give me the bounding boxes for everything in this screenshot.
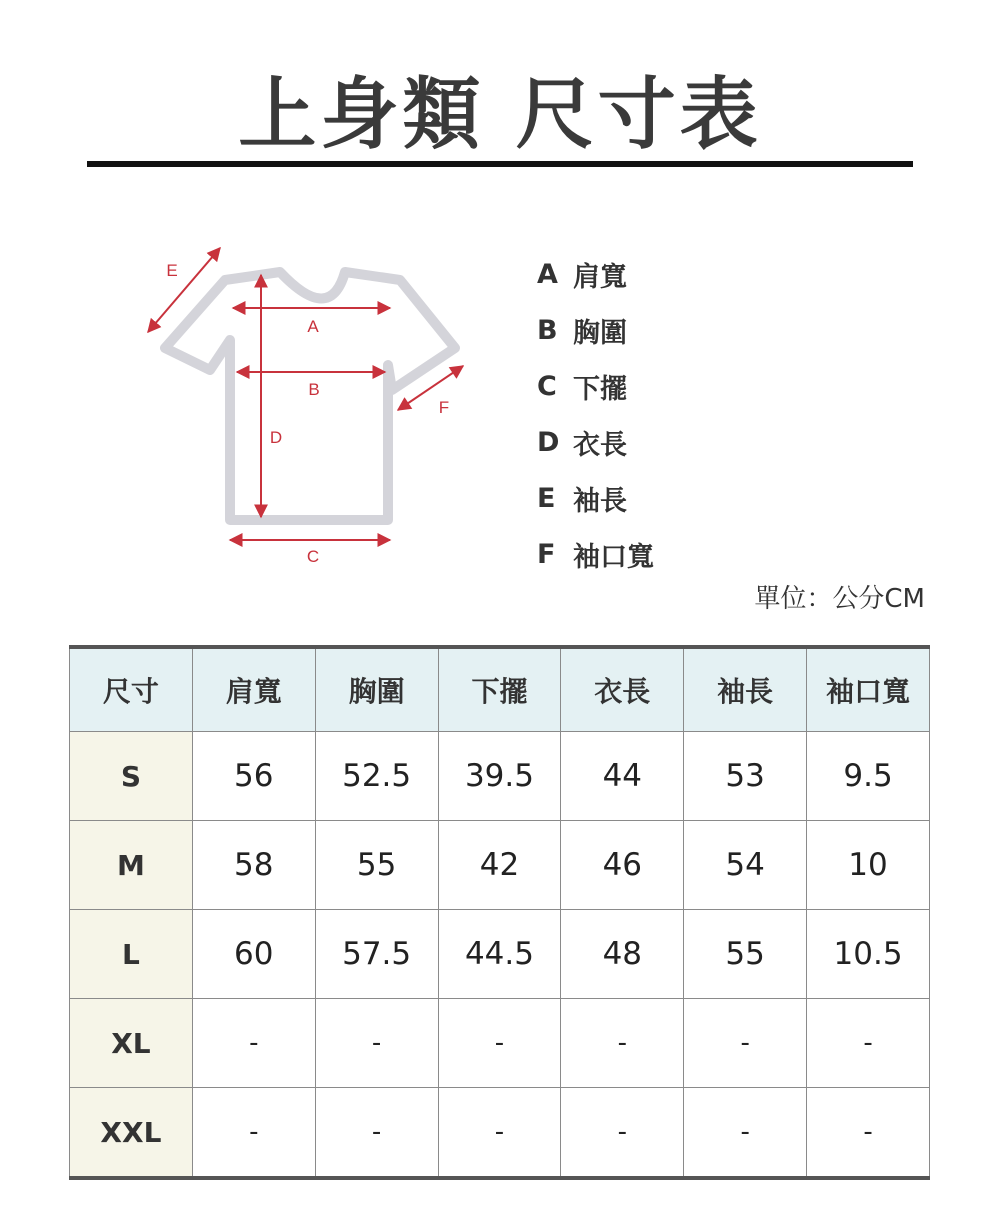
legend-label: 肩寬	[573, 261, 627, 293]
label-e: E	[166, 261, 178, 280]
size-cell: XXL	[70, 1088, 193, 1179]
measurement-legend	[537, 246, 654, 582]
table-cell: -	[192, 1088, 315, 1179]
table-cell: 56	[192, 732, 315, 821]
label-d: D	[269, 428, 283, 447]
legend-letter: B	[537, 314, 558, 346]
table-cell: 39.5	[438, 732, 561, 821]
table-cell: 42	[438, 821, 561, 910]
legend-label: 胸圍	[573, 317, 627, 349]
legend-letter: D	[537, 426, 560, 458]
table-header-row	[70, 647, 930, 732]
legend-label: 袖長	[573, 485, 627, 517]
table-cell: 55	[315, 821, 438, 910]
size-table	[69, 645, 930, 1180]
column-header: 尺寸	[70, 647, 193, 732]
table-cell: 48	[561, 910, 684, 999]
table-cell: -	[438, 999, 561, 1088]
table-cell: 52.5	[315, 732, 438, 821]
table-cell: -	[684, 999, 807, 1088]
table-cell: -	[807, 1088, 930, 1179]
legend-letter: A	[537, 258, 558, 290]
column-header: 袖長	[684, 647, 807, 732]
legend-label: 衣長	[573, 429, 627, 461]
table-cell: -	[315, 1088, 438, 1179]
legend-item	[537, 414, 654, 470]
title-divider	[87, 161, 913, 167]
table-cell: -	[684, 1088, 807, 1179]
column-header: 胸圍	[315, 647, 438, 732]
table-row	[70, 821, 930, 910]
legend-letter: C	[537, 370, 557, 402]
table-row	[70, 1088, 930, 1179]
legend-item	[537, 358, 654, 414]
legend-item	[537, 302, 654, 358]
arrow-f	[398, 366, 463, 410]
table-row	[70, 999, 930, 1088]
legend-letter: E	[537, 482, 556, 514]
legend-label: 袖口寬	[573, 541, 654, 573]
table-cell: 44	[561, 732, 684, 821]
table-cell: 9.5	[807, 732, 930, 821]
table-cell: -	[807, 999, 930, 1088]
label-f: F	[438, 398, 450, 417]
table-cell: 58	[192, 821, 315, 910]
legend-letter: F	[537, 538, 556, 570]
column-header: 下擺	[438, 647, 561, 732]
table-cell: 53	[684, 732, 807, 821]
column-header: 衣長	[561, 647, 684, 732]
table-cell: -	[561, 999, 684, 1088]
table-cell: -	[561, 1088, 684, 1179]
legend-item	[537, 246, 654, 302]
label-a: A	[307, 317, 319, 336]
table-row	[70, 732, 930, 821]
table-cell: -	[315, 999, 438, 1088]
column-header: 肩寬	[192, 647, 315, 732]
table-row	[70, 910, 930, 999]
table-cell: 10	[807, 821, 930, 910]
unit-note: 單位：公分CM	[754, 584, 925, 614]
label-c: C	[306, 547, 320, 566]
label-b: B	[308, 380, 320, 399]
table-cell: -	[192, 999, 315, 1088]
size-cell: S	[70, 732, 193, 821]
legend-item	[537, 526, 654, 582]
table-cell: 10.5	[807, 910, 930, 999]
table-cell: 55	[684, 910, 807, 999]
table-cell: -	[438, 1088, 561, 1179]
column-header: 袖口寬	[807, 647, 930, 732]
legend-label: 下擺	[573, 373, 627, 405]
tshirt-diagram	[130, 230, 490, 580]
table-cell: 46	[561, 821, 684, 910]
page-title: 上身類 尺寸表	[238, 70, 762, 160]
size-cell: L	[70, 910, 193, 999]
size-cell: XL	[70, 999, 193, 1088]
legend-item	[537, 470, 654, 526]
table-cell: 44.5	[438, 910, 561, 999]
size-cell: M	[70, 821, 193, 910]
table-cell: 60	[192, 910, 315, 999]
table-cell: 57.5	[315, 910, 438, 999]
table-cell: 54	[684, 821, 807, 910]
